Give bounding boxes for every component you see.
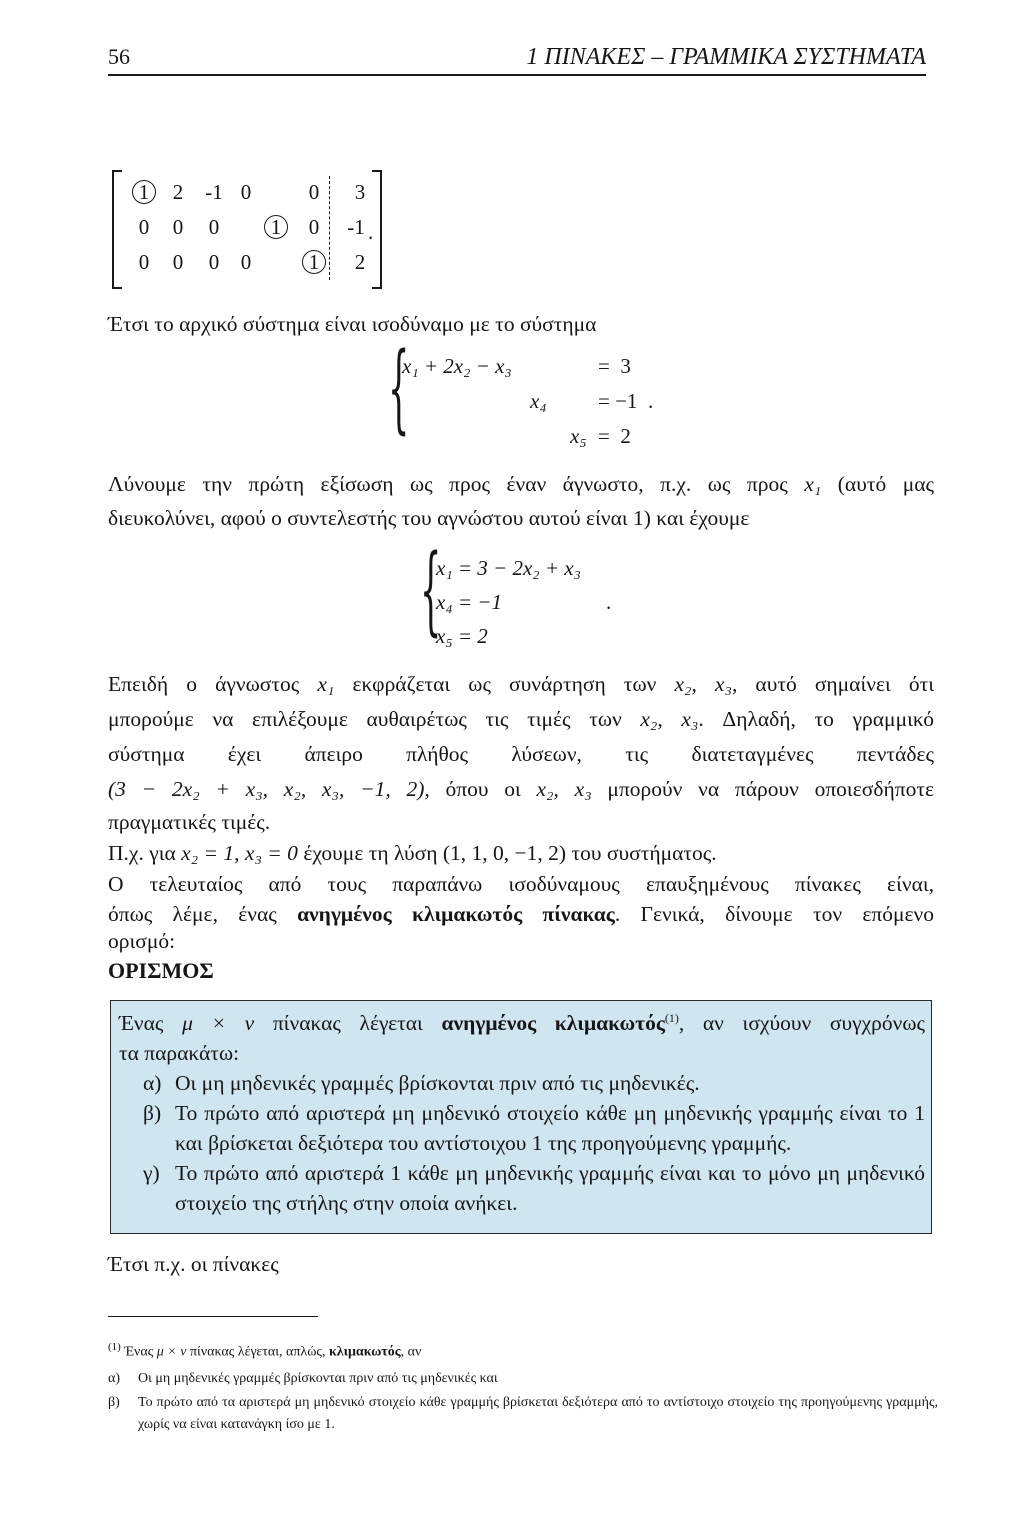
matrix-cell: 1: [138, 180, 150, 204]
definition-content: [119, 1003, 925, 1218]
text-run: . Γενικά, δίνουμε τον επόμενο: [614, 902, 935, 926]
footnote-ref: (1): [664, 1011, 679, 1025]
eq2: x₄ = −1: [436, 590, 502, 614]
item-text: Οι μη μηδενικές γραμμές βρίσκονται πριν από τις μηδενικές.: [175, 1071, 700, 1096]
math-example-values: x₂ = 1, x₃ = 0: [181, 841, 298, 865]
item-label: γ): [143, 1161, 160, 1186]
math-x2-x3: x₂, x₃: [640, 707, 699, 731]
paragraph-explain-line5: πραγματικές τιμές.: [108, 810, 271, 834]
paragraph-summary-line3: ορισμό:: [108, 929, 176, 953]
chapter-title: 1 ΠΙΝΑΚΕΣ – ΓΡΑΜΜΙΚΑ ΣΥΣΤΗΜΑΤΑ: [526, 44, 926, 70]
text-run: , όπου οι: [424, 777, 521, 801]
footnote-item: [108, 1392, 938, 1436]
footnote-intro: [108, 1336, 938, 1364]
bold-term: κλιμακωτός: [328, 1344, 401, 1360]
eq2-lhs: x₄: [530, 389, 547, 413]
matrix-cell: 0: [240, 250, 252, 274]
augmented-matrix: [112, 170, 382, 285]
matrix-cell: 1: [308, 250, 320, 274]
text-run: Π.χ. για: [108, 841, 176, 865]
matrix-cell: 0: [308, 215, 320, 239]
text-run: (αυτό μας: [837, 472, 935, 496]
paragraph-summary-line1: Ο τελευταίος από τους παραπάνω ισοδύναμους επαυξημένους πίνακες είναι,: [108, 872, 934, 896]
math-x1: x₁: [317, 672, 335, 696]
text-run: μπορούν να πάρουν οποιεσδήποτε: [607, 777, 934, 801]
item-text: Οι μη μηδενικές γραμμές βρίσκονται πριν από τις μηδενικές και: [138, 1370, 498, 1386]
system1-trailing: .: [648, 389, 654, 413]
matrix-cell: 0: [172, 215, 184, 239]
footnote-mark: (1): [108, 1341, 121, 1353]
definition-item: [143, 1068, 925, 1098]
paragraph-intro: Έτσι το αρχικό σύστημα είναι ισοδύναμο με το σύστημα: [108, 312, 597, 336]
text-run: Ένας: [119, 1011, 164, 1036]
math-tuple: (3 − 2x₂ + x₃, x₂, x₃, −1, 2): [108, 777, 425, 801]
matrix-cell: 3: [354, 180, 366, 204]
item-text: Το πρώτο από αριστερά 1 κάθε μη μηδενικής γραμμής είναι και το μόνο μη μηδενικό στοιχείο της στήλης στην οποία ανήκει.: [175, 1161, 925, 1216]
definition-box: [110, 1000, 932, 1234]
math-dims: μ × ν: [156, 1344, 187, 1360]
eq1: x₁ = 3 − 2x₂ + x₃: [436, 556, 581, 580]
text-run: εκφράζεται ως συνάρτηση των: [352, 672, 657, 696]
system-brace: {: [420, 534, 442, 646]
math-x1: x₁: [804, 472, 822, 496]
augmentation-divider: [329, 176, 330, 280]
item-label: α): [143, 1071, 162, 1096]
matrix-cell: 1: [270, 215, 282, 239]
item-label: β): [108, 1394, 120, 1410]
page-header: [108, 40, 926, 76]
matrix-cell: 0: [138, 250, 150, 274]
paragraph-solve-line1: [108, 468, 934, 501]
footnote: [108, 1336, 938, 1436]
matrix-left-bracket: [112, 170, 122, 289]
matrix-cell: 2: [354, 250, 366, 274]
eq1-rhs: = 3: [598, 354, 631, 378]
paragraph-explain-line2: [108, 703, 934, 736]
text-run: έχουμε τη λύση (1, 1, 0, −1, 2) του συστήματος.: [303, 841, 717, 865]
paragraph-explain-line1: [108, 668, 934, 701]
paragraph-example: [108, 837, 934, 870]
text-run: μπορούμε να επιλέξουμε αυθαιρέτως τις τιμές των: [108, 707, 622, 731]
text-run: . Δηλαδή, το γραμμικό: [698, 707, 934, 731]
matrix-cell: -1: [347, 215, 365, 239]
footnote-item: [108, 1368, 938, 1390]
eq2-rhs: = −1: [598, 389, 638, 413]
paragraph-final: Έτσι π.χ. οι πίνακες: [108, 1252, 279, 1276]
eq3-rhs: = 2: [598, 424, 631, 448]
matrix-trailing-period: .: [368, 220, 374, 244]
paragraph-explain-line4: [108, 773, 934, 806]
matrix-cell: 0: [308, 180, 320, 204]
math-x2-x3: x₂, x₃: [536, 777, 592, 801]
definition-item: [143, 1158, 925, 1218]
system2-trailing: .: [606, 590, 612, 614]
matrix-cell: 0: [208, 215, 220, 239]
text-run: , αν ισχύουν συγχρόνως: [678, 1011, 926, 1036]
paragraph-explain-line3: σύστημα έχει άπειρο πλήθος λύσεων, τις διατεταγμένες πεντάδες: [108, 742, 934, 766]
text-run: όπως λέμε, ένας: [108, 902, 277, 926]
matrix-cell: 0: [138, 215, 150, 239]
system-brace: {: [388, 332, 410, 444]
bold-term: ανηγμένος κλιμακωτός πίνακας: [297, 902, 615, 926]
item-text: Το πρώτο από τα αριστερά μη μηδενικό στοιχείο κάθε γραμμής βρίσκεται δεξιότερα από το αντίστοιχο στοιχείο της προηγούμενης γραμμής, χωρίς να είναι κατανάγκη ίσο με 1.: [138, 1394, 938, 1432]
matrix-cell: 0: [208, 250, 220, 274]
page-number: 56: [108, 44, 130, 69]
text-run: , αυτό σημαίνει ότι: [731, 672, 935, 696]
item-label: α): [108, 1370, 120, 1386]
text-run: πίνακας λέγεται, απλώς,: [189, 1344, 326, 1360]
text-run: Ένας: [124, 1344, 154, 1360]
definition-intro: [119, 1003, 925, 1038]
bold-term: ανηγμένος κλιμακωτός: [441, 1011, 665, 1036]
matrix-cell: 2: [172, 180, 184, 204]
math-x2-x3: x₂, x₃: [674, 672, 732, 696]
definition-intro-cont: τα παρακάτω:: [119, 1041, 240, 1066]
item-text: Το πρώτο από αριστερά μη μηδενικό στοιχείο κάθε μη μηδενικής γραμμής είναι το 1 και βρίσκεται δεξιότερα του αντίστοιχου 1 της προηγούμενης γραμμής.: [175, 1101, 925, 1156]
text-run: Επειδή ο άγνωστος: [108, 672, 300, 696]
eq3: x₅ = 2: [436, 624, 488, 648]
eq1-lhs: x₁ + 2x₂ − x₃: [402, 354, 512, 378]
matrix-cell: 0: [240, 180, 252, 204]
text-run: , αν: [400, 1344, 422, 1360]
math-dims: μ × ν: [182, 1011, 255, 1036]
section-title: ΟΡΙΣΜΟΣ: [108, 958, 214, 983]
text-run: πίνακας λέγεται: [272, 1011, 423, 1036]
paragraph-solve-line2: διευκολύνει, αφού ο συντελεστής του αγνώστου αυτού είναι 1) και έχουμε: [108, 506, 750, 530]
definition-item: [143, 1098, 925, 1158]
matrix-cell: -1: [205, 180, 223, 204]
matrix-cell: 0: [172, 250, 184, 274]
text-run: Λύνουμε την πρώτη εξίσωση ως προς έναν άγνωστο, π.χ. ως προς: [108, 472, 788, 496]
eq3-lhs: x₅: [570, 424, 587, 448]
item-label: β): [143, 1101, 162, 1126]
paragraph-summary-line2: [108, 898, 934, 931]
matrix-right-bracket: [372, 170, 382, 289]
footnote-divider: [108, 1316, 318, 1317]
